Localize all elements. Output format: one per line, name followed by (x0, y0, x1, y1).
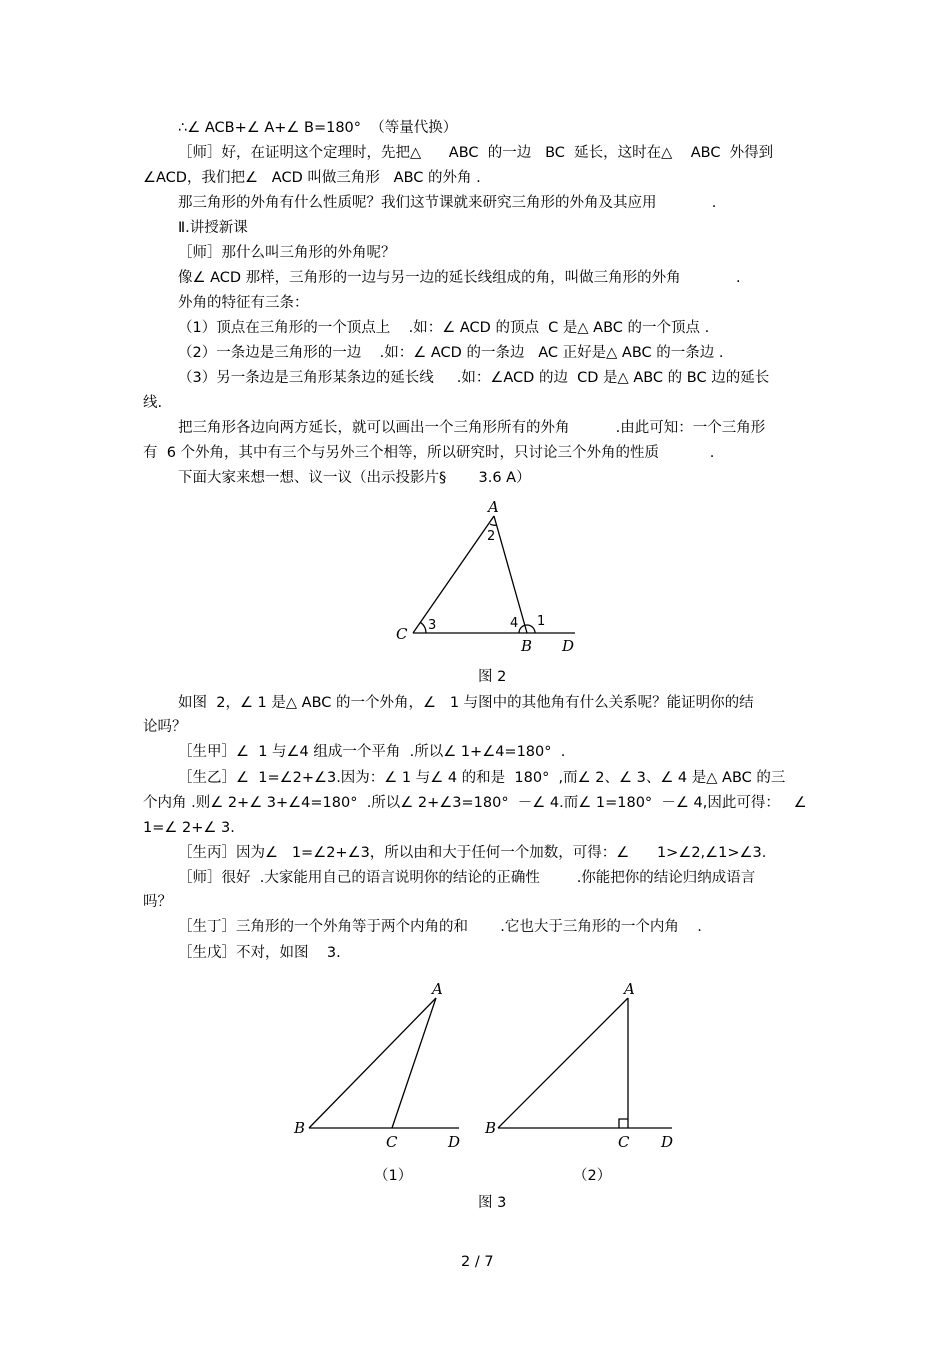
fig3-1-label-a: A (432, 980, 443, 998)
figure-2-caption: 图 2 (478, 669, 507, 685)
fig2-label-c: C (396, 625, 408, 643)
text-line: 个内角 .则∠ 2+∠ 3+∠4=180° .所以∠ 2+∠3=180° －∠ 4.而∠ 1=180° －∠ 4,因此可得： ∠ (143, 795, 807, 811)
text-line: ［生丙］因为∠ 1=∠2+∠3，所以由和大于任何一个加数，可得：∠ 1>∠2,∠1>∠3. (178, 845, 767, 861)
figure-3-caption: 图 3 (478, 1195, 507, 1211)
text-line: 像∠ ACD 那样，三角形的一边与另一边的延长线组成的角，叫做三角形的外角 . (178, 270, 741, 286)
fig3-2-label-c: C (618, 1133, 630, 1151)
text-line: 线. (143, 395, 163, 411)
text-line: ［生丁］三角形的一个外角等于两个内角的和 .它也大于三角形的一个内角 . (178, 919, 702, 935)
fig2-angle-3: 3 (428, 618, 437, 633)
text-line: 外角的特征有三条： (178, 295, 309, 311)
text-line: ［生乙］∠ 1=∠2+∠3.因为：∠ 1 与∠ 4 的和是 180° ,而∠ 2、∠ 3、∠ 4 是△ ABC 的三 (178, 770, 786, 786)
figure-3-1-caption: （1） (374, 1168, 413, 1184)
text-line: 论吗？ (143, 719, 187, 735)
fig3-1-label-c: C (386, 1133, 398, 1151)
fig3-2-label-b: B (485, 1119, 497, 1137)
text-line: 那三角形的外角有什么性质呢？我们这节课就来研究三角形的外角及其应用 . (178, 195, 717, 211)
text-line: 吗？ (143, 894, 172, 910)
text-line: 1=∠ 2+∠ 3. (143, 820, 235, 836)
text-line: ［生甲］∠ 1 与∠4 组成一个平角 .所以∠ 1+∠4=180° . (178, 744, 566, 760)
text-line: ［生戊］不对，如图 3. (178, 945, 341, 961)
text-line: ［师］好，在证明这个定理时，先把△ ABC 的一边 BC 延长，这时在△ ABC 外得到 (178, 145, 774, 161)
fig3-2-label-a: A (624, 980, 635, 998)
text-line: 把三角形各边向两方延长，就可以画出一个三角形所有的外角 .由此可知：一个三角形 (178, 420, 766, 436)
text-line: ∠ACD，我们把∠ ACD 叫做三角形 ABC 的外角 . (143, 170, 481, 186)
text-line: ［师］那什么叫三角形的外角呢？ (178, 245, 396, 261)
text-line: 如图 2，∠ 1 是△ ABC 的一个外角，∠ 1 与图中的其他角有什么关系呢？能证明你的结 (178, 695, 754, 711)
fig2-label-a: A (488, 498, 499, 516)
text-line: （1）顶点在三角形的一个顶点上 .如：∠ ACD 的顶点 C 是△ ABC 的一个顶点 . (178, 320, 710, 336)
figure-3-2-caption: （2） (573, 1168, 612, 1184)
fig3-1-label-b: B (294, 1119, 306, 1137)
text-line: ［师］很好 .大家能用自己的语言说明你的结论的正确性 .你能把你的结论归纳成语言 (178, 870, 756, 886)
text-line: ∴∠ ACB+∠ A+∠ B=180° （等量代换） (178, 120, 458, 136)
fig3-1-label-d: D (448, 1133, 461, 1151)
page-number: 2 / 7 (461, 1254, 494, 1270)
fig2-angle-4: 4 (510, 616, 519, 631)
text-line: 有 6 个外角，其中有三个与另外三个相等，所以研究时，只讨论三个外角的性质 . (143, 445, 715, 461)
text-line: （3）另一条边是三角形某条边的延长线 .如：∠ACD 的边 CD 是△ ABC 的 BC 边的延长 (178, 370, 770, 386)
text-line: 下面大家来想一想、议一议（出示投影片§ 3.6 A） (178, 470, 531, 486)
fig2-angle-1: 1 (537, 614, 546, 629)
text-line: （2）一条边是三角形的一边 .如：∠ ACD 的一条边 AC 正好是△ ABC 的一条边 . (178, 345, 724, 361)
fig2-angle-2: 2 (487, 529, 496, 544)
section-heading: Ⅱ.讲授新课 (178, 220, 248, 236)
fig3-2-label-d: D (661, 1133, 674, 1151)
fig2-label-b: B (521, 637, 533, 655)
fig2-label-d: D (562, 637, 575, 655)
